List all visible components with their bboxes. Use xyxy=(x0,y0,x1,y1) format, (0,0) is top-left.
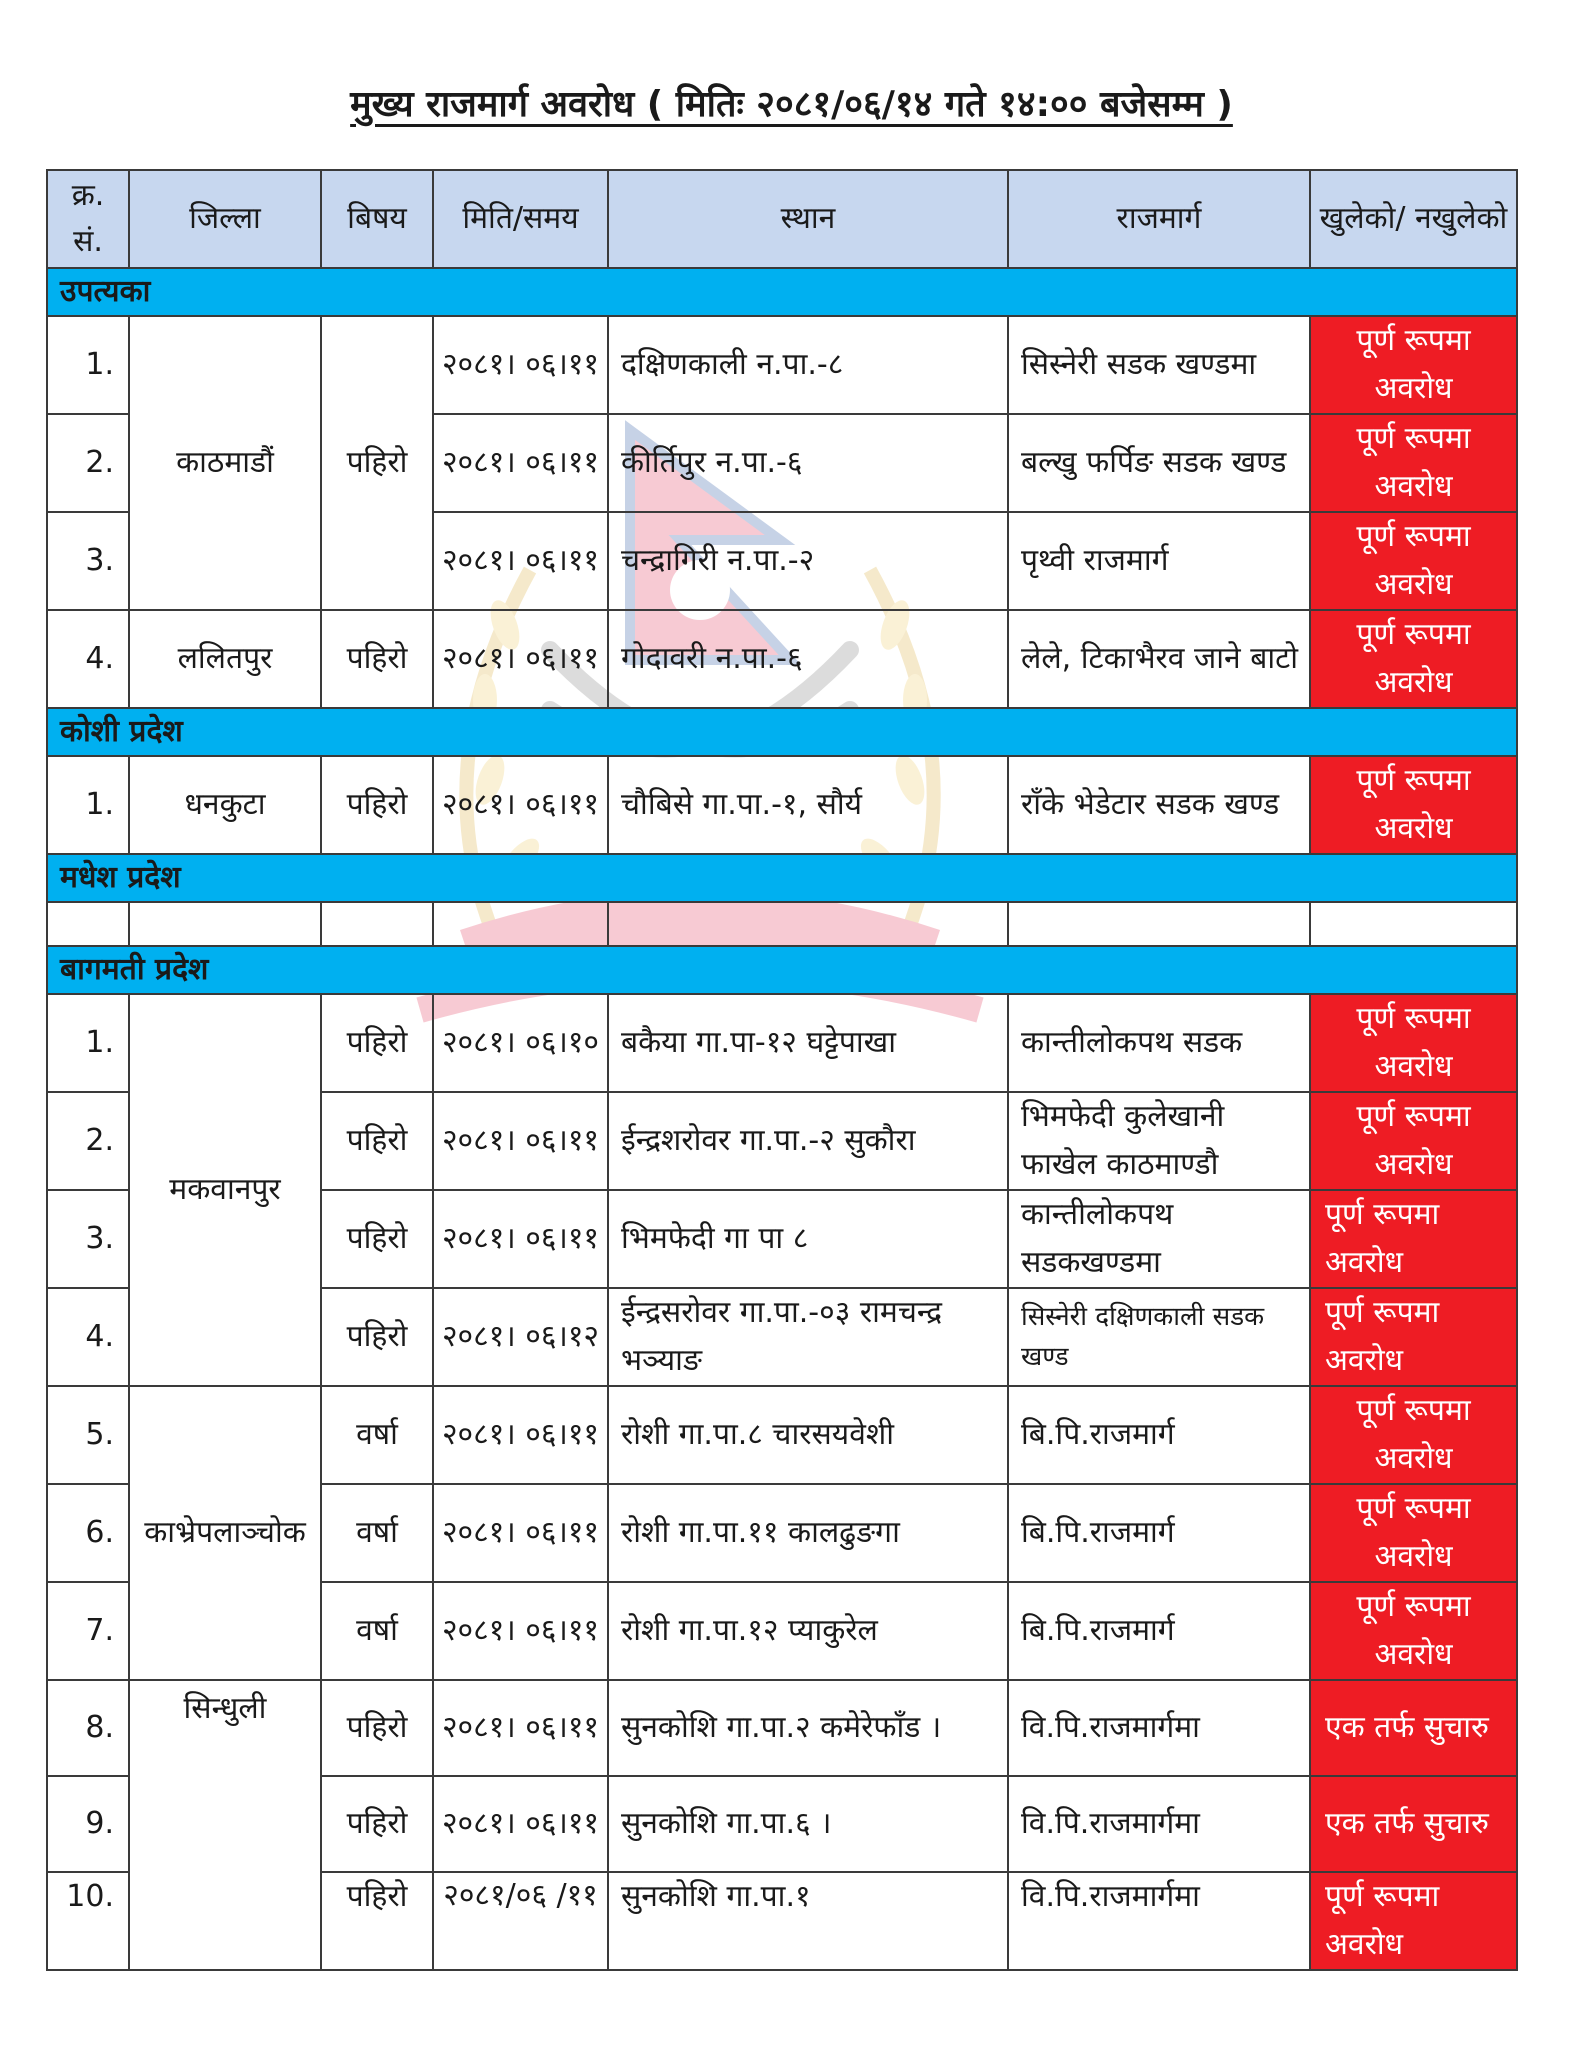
header-datetime: मिति/समय xyxy=(433,170,608,268)
header-sn: क्र. सं. xyxy=(47,170,129,268)
cell-status: पूर्ण रूपमा अवरोध xyxy=(1310,316,1517,414)
cell-district: काठमाडौं xyxy=(129,316,321,610)
cell-highway: बि.पि.राजमार्ग xyxy=(1008,1484,1310,1582)
table-row xyxy=(47,1386,1517,1484)
cell-sn: 7. xyxy=(47,1582,129,1680)
cell-place: बकैया गा.पा-१२ घट्टेपाखा xyxy=(608,994,1008,1092)
cell-status: पूर्ण रूपमा अवरोध xyxy=(1310,1872,1517,1970)
empty-cell xyxy=(433,902,608,946)
cell-status: एक तर्फ सुचारु xyxy=(1310,1776,1517,1872)
cell-subject: पहिरो xyxy=(321,316,433,610)
cell-date: २०८१। ०६।११ xyxy=(433,756,608,854)
cell-sn: 4. xyxy=(47,1288,129,1386)
cell-place: सुनकोशि गा.पा.२ कमेरेफाँड । xyxy=(608,1680,1008,1776)
cell-date: २०८१। ०६।११ xyxy=(433,1776,608,1872)
table-row xyxy=(47,1680,1517,1776)
cell-subject: पहिरो xyxy=(321,1288,433,1386)
cell-subject: पहिरो xyxy=(321,1872,433,1970)
header-highway: राजमार्ग xyxy=(1008,170,1310,268)
cell-district: धनकुटा xyxy=(129,756,321,854)
cell-subject: वर्षा xyxy=(321,1582,433,1680)
cell-sn: 6. xyxy=(47,1484,129,1582)
cell-place: ईन्द्रशरोवर गा.पा.-२ सुकौरा xyxy=(608,1092,1008,1190)
cell-highway: कान्तीलोकपथ सडकखण्डमा xyxy=(1008,1190,1310,1288)
cell-sn: 3. xyxy=(47,1190,129,1288)
cell-place: सुनकोशि गा.पा.१ xyxy=(608,1872,1008,1970)
section-row xyxy=(47,854,1517,902)
table-row xyxy=(47,756,1517,854)
cell-sn: 2. xyxy=(47,1092,129,1190)
header-district: जिल्ला xyxy=(129,170,321,268)
cell-date: २०८१। ०६।११ xyxy=(433,1190,608,1288)
cell-date: २०८१। ०६।१० xyxy=(433,994,608,1092)
cell-place: रोशी गा.पा.१२ प्याकुरेल xyxy=(608,1582,1008,1680)
cell-place: सुनकोशि गा.पा.६ । xyxy=(608,1776,1008,1872)
cell-date: २०८१। ०६।११ xyxy=(433,414,608,512)
cell-date: २०८१। ०६।११ xyxy=(433,610,608,708)
section-title: मधेश प्रदेश xyxy=(47,854,1517,902)
section-title: बागमती प्रदेश xyxy=(47,946,1517,994)
cell-district: ललितपुर xyxy=(129,610,321,708)
cell-subject: पहिरो xyxy=(321,756,433,854)
cell-date: २०८१। ०६।१२ xyxy=(433,1288,608,1386)
cell-place: दक्षिणकाली न.पा.-८ xyxy=(608,316,1008,414)
cell-subject: पहिरो xyxy=(321,1680,433,1776)
cell-date: २०८१। ०६।११ xyxy=(433,512,608,610)
cell-highway: वि.पि.राजमार्गमा xyxy=(1008,1776,1310,1872)
cell-status: पूर्ण रूपमा अवरोध xyxy=(1310,414,1517,512)
highway-obstruction-table xyxy=(46,169,1518,1971)
cell-subject: वर्षा xyxy=(321,1484,433,1582)
cell-status: पूर्ण रूपमा अवरोध xyxy=(1310,512,1517,610)
section-title: कोशी प्रदेश xyxy=(47,708,1517,756)
cell-sn: 3. xyxy=(47,512,129,610)
section-title: उपत्यका xyxy=(47,268,1517,316)
cell-status: पूर्ण रूपमा अवरोध xyxy=(1310,1484,1517,1582)
cell-highway: राँके भेडेटार सडक खण्ड xyxy=(1008,756,1310,854)
cell-district: मकवानपुर xyxy=(129,994,321,1386)
cell-status: पूर्ण रूपमा अवरोध xyxy=(1310,610,1517,708)
cell-district: सिन्धुली xyxy=(129,1680,321,1970)
section-row xyxy=(47,708,1517,756)
cell-sn: 1. xyxy=(47,316,129,414)
cell-status: पूर्ण रूपमा अवरोध xyxy=(1310,994,1517,1092)
cell-highway: पृथ्वी राजमार्ग xyxy=(1008,512,1310,610)
cell-highway: भिमफेदी कुलेखानी फाखेल काठमाण्डौ xyxy=(1008,1092,1310,1190)
cell-date: २०८१। ०६।११ xyxy=(433,1484,608,1582)
empty-cell xyxy=(129,902,321,946)
cell-status: पूर्ण रूपमा अवरोध xyxy=(1310,1582,1517,1680)
cell-status: पूर्ण रूपमा अवरोध xyxy=(1310,1190,1517,1288)
cell-highway: बि.पि.राजमार्ग xyxy=(1008,1582,1310,1680)
cell-date: २०८१/०६ /११ xyxy=(433,1872,608,1970)
cell-status: पूर्ण रूपमा अवरोध xyxy=(1310,1288,1517,1386)
cell-date: २०८१। ०६।११ xyxy=(433,1386,608,1484)
cell-date: २०८१। ०६।११ xyxy=(433,316,608,414)
empty-cell xyxy=(1008,902,1310,946)
cell-place: चन्द्रागिरी न.पा.-२ xyxy=(608,512,1008,610)
cell-date: २०८१। ०६।११ xyxy=(433,1582,608,1680)
cell-subject: पहिरो xyxy=(321,610,433,708)
cell-sn: 2. xyxy=(47,414,129,512)
empty-cell xyxy=(47,902,129,946)
cell-highway: सिस्नेरी सडक खण्डमा xyxy=(1008,316,1310,414)
cell-place: रोशी गा.पा.११ कालढुङगा xyxy=(608,1484,1008,1582)
cell-subject: पहिरो xyxy=(321,1190,433,1288)
cell-status: एक तर्फ सुचारु xyxy=(1310,1680,1517,1776)
cell-date: २०८१। ०६।११ xyxy=(433,1092,608,1190)
page-title: मुख्य राजमार्ग अवरोध ( मितिः २०८१/०६/१४ गते १४:०० बजेसम्म ) xyxy=(350,84,1233,125)
cell-highway: लेले, टिकाभैरव जाने बाटो xyxy=(1008,610,1310,708)
cell-highway: सिस्नेरी दक्षिणकाली सडक खण्ड xyxy=(1008,1288,1310,1386)
cell-district: काभ्रेपलाञ्चोक xyxy=(129,1386,321,1680)
empty-row xyxy=(47,902,1517,946)
section-row xyxy=(47,946,1517,994)
cell-place: ईन्द्रसरोवर गा.पा.-०३ रामचन्द्र भञ्याङ xyxy=(608,1288,1008,1386)
cell-sn: 1. xyxy=(47,756,129,854)
cell-sn: 1. xyxy=(47,994,129,1092)
cell-place: रोशी गा.पा.८ चारसयवेशी xyxy=(608,1386,1008,1484)
header-place: स्थान xyxy=(608,170,1008,268)
cell-sn: 9. xyxy=(47,1776,129,1872)
cell-subject: पहिरो xyxy=(321,1092,433,1190)
cell-place: कीर्तिपुर न.पा.-६ xyxy=(608,414,1008,512)
cell-date: २०८१। ०६।११ xyxy=(433,1680,608,1776)
cell-place: गोदावरी न.पा.-६ xyxy=(608,610,1008,708)
cell-place: चौबिसे गा.पा.-१, सौर्य xyxy=(608,756,1008,854)
cell-subject: पहिरो xyxy=(321,994,433,1092)
empty-cell xyxy=(1310,902,1517,946)
empty-cell xyxy=(321,902,433,946)
cell-sn: 8. xyxy=(47,1680,129,1776)
cell-highway: कान्तीलोकपथ सडक xyxy=(1008,994,1310,1092)
table-row xyxy=(47,994,1517,1092)
cell-status: पूर्ण रूपमा अवरोध xyxy=(1310,1092,1517,1190)
cell-sn: 10. xyxy=(47,1872,129,1970)
cell-subject: वर्षा xyxy=(321,1386,433,1484)
header-subject: बिषय xyxy=(321,170,433,268)
cell-sn: 5. xyxy=(47,1386,129,1484)
table-row xyxy=(47,610,1517,708)
cell-place: भिमफेदी गा पा ८ xyxy=(608,1190,1008,1288)
cell-sn: 4. xyxy=(47,610,129,708)
cell-subject: पहिरो xyxy=(321,1776,433,1872)
cell-status: पूर्ण रूपमा अवरोध xyxy=(1310,1386,1517,1484)
section-row xyxy=(47,268,1517,316)
cell-highway: वि.पि.राजमार्गमा xyxy=(1008,1872,1310,1970)
empty-cell xyxy=(608,902,1008,946)
cell-highway: बल्खु फर्पिङ सडक खण्ड xyxy=(1008,414,1310,512)
header-status: खुलेको/ नखुलेको xyxy=(1310,170,1517,268)
cell-highway: वि.पि.राजमार्गमा xyxy=(1008,1680,1310,1776)
cell-status: पूर्ण रूपमा अवरोध xyxy=(1310,756,1517,854)
table-row xyxy=(47,316,1517,414)
cell-highway: बि.पि.राजमार्ग xyxy=(1008,1386,1310,1484)
table-header-row xyxy=(47,170,1517,268)
